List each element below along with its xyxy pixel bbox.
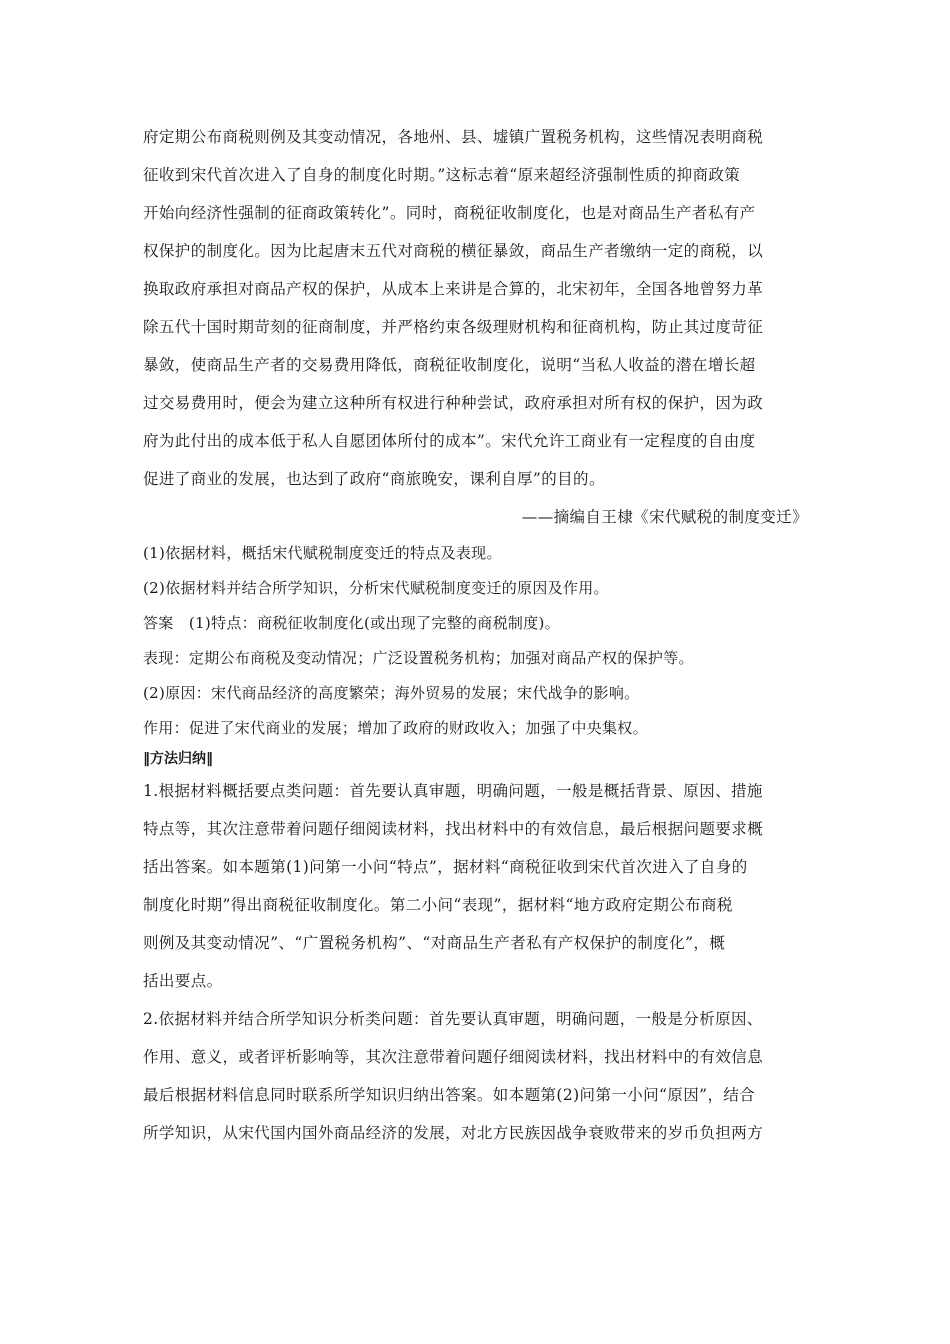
method-line: 制度化时期”得出商税征收制度化。第二小问“表现”，据材料“地方政府定期公布商税 (143, 896, 733, 914)
material-line: 过交易费用时，便会为建立这种所有权进行种种尝试，政府承担对所有权的保护，因为政 (143, 394, 764, 412)
material-line: 暴敛，使商品生产者的交易费用降低，商税征收制度化，说明“当私人收益的潜在增长超 (143, 356, 756, 374)
material-line: 征收到宋代首次进入了自身的制度化时期。”这标志着“原来超经济强制性质的抑商政策 (143, 166, 741, 184)
method-line: 括出答案。如本题第(1)问第一小问“特点”，据材料“商税征收到宋代首次进入了自身的 (143, 858, 748, 876)
material-line: 换取政府承担对商品产权的保护，从成本上来讲是合算的，北宋初年，全国各地曾努力革 (143, 280, 764, 298)
questions-and-answers (143, 536, 808, 746)
material-line: 府为此付出的成本低于私人自愿团体所付的成本”。宋代允许工商业有一定程度的自由度 (143, 432, 756, 450)
material-line: 促进了商业的发展，也达到了政府“商旅晚安，课利自厚”的目的。 (143, 470, 605, 488)
answer-line: 答案 (1)特点：商税征收制度化(或出现了完整的商税制度)。 (143, 614, 560, 632)
answer-line: 表现：定期公布商税及变动情况；广泛设置税务机构；加强对商品产权的保护等。 (143, 649, 694, 667)
material-line: 权保护的制度化。因为比起唐末五代对商税的横征暴敛，商品生产者缴纳一定的商税，以 (143, 242, 764, 260)
method-line: 括出要点。 (143, 972, 223, 990)
method-line: 2.依据材料并结合所学知识分析类问题：首先要认真审题，明确问题，一般是分析原因、 (143, 1010, 763, 1028)
method-line: 最后根据材料信息同时联系所学知识归纳出答案。如本题第(2)问第一小问“原因”，结合 (143, 1086, 756, 1104)
method-line: 所学知识，从宋代国内国外商品经济的发展，对北方民族因战争衰败带来的岁币负担两方 (143, 1124, 764, 1142)
method-line: 则例及其变动情况”、“广置税务机构”、“对商品生产者私有产权保护的制度化”，概 (143, 934, 726, 952)
page-content (143, 118, 808, 1152)
material-line: 府定期公布商税则例及其变动情况，各地州、县、墟镇广置税务机构，这些情况表明商税 (143, 128, 764, 146)
material-paragraph (143, 118, 808, 498)
answer-line: 作用：促进了宋代商业的发展；增加了政府的财政收入；加强了中央集权。 (143, 719, 648, 737)
answer-line: (2)原因：宋代商品经济的高度繁荣；海外贸易的发展；宋代战争的影响。 (143, 684, 640, 702)
material-line: 开始向经济性强制的征商政策转化”。同时，商税征收制度化，也是对商品生产者私有产 (143, 204, 756, 222)
method-line: 作用、意义，或者评析影响等，其次注意带着问题仔细阅读材料，找出材料中的有效信息 (143, 1048, 764, 1066)
method-paragraphs (143, 772, 808, 1152)
method-heading: ‖方法归纳‖ (143, 751, 213, 767)
question-1: (1)依据材料，概括宋代赋税制度变迁的特点及表现。 (143, 544, 502, 562)
method-line: 1.根据材料概括要点类问题：首先要认真审题，明确问题，一般是概括背景、原因、措施 (143, 782, 763, 800)
material-line: 除五代十国时期苛刻的征商制度，并严格约束各级理财机构和征商机构，防止其过度苛征 (143, 318, 764, 336)
source-citation: ——摘编自王棣《宋代赋税的制度变迁》 (521, 508, 808, 526)
method-line: 特点等，其次注意带着问题仔细阅读材料，找出材料中的有效信息，最后根据问题要求概 (143, 820, 764, 838)
question-2: (2)依据材料并结合所学知识，分析宋代赋税制度变迁的原因及作用。 (143, 579, 609, 597)
